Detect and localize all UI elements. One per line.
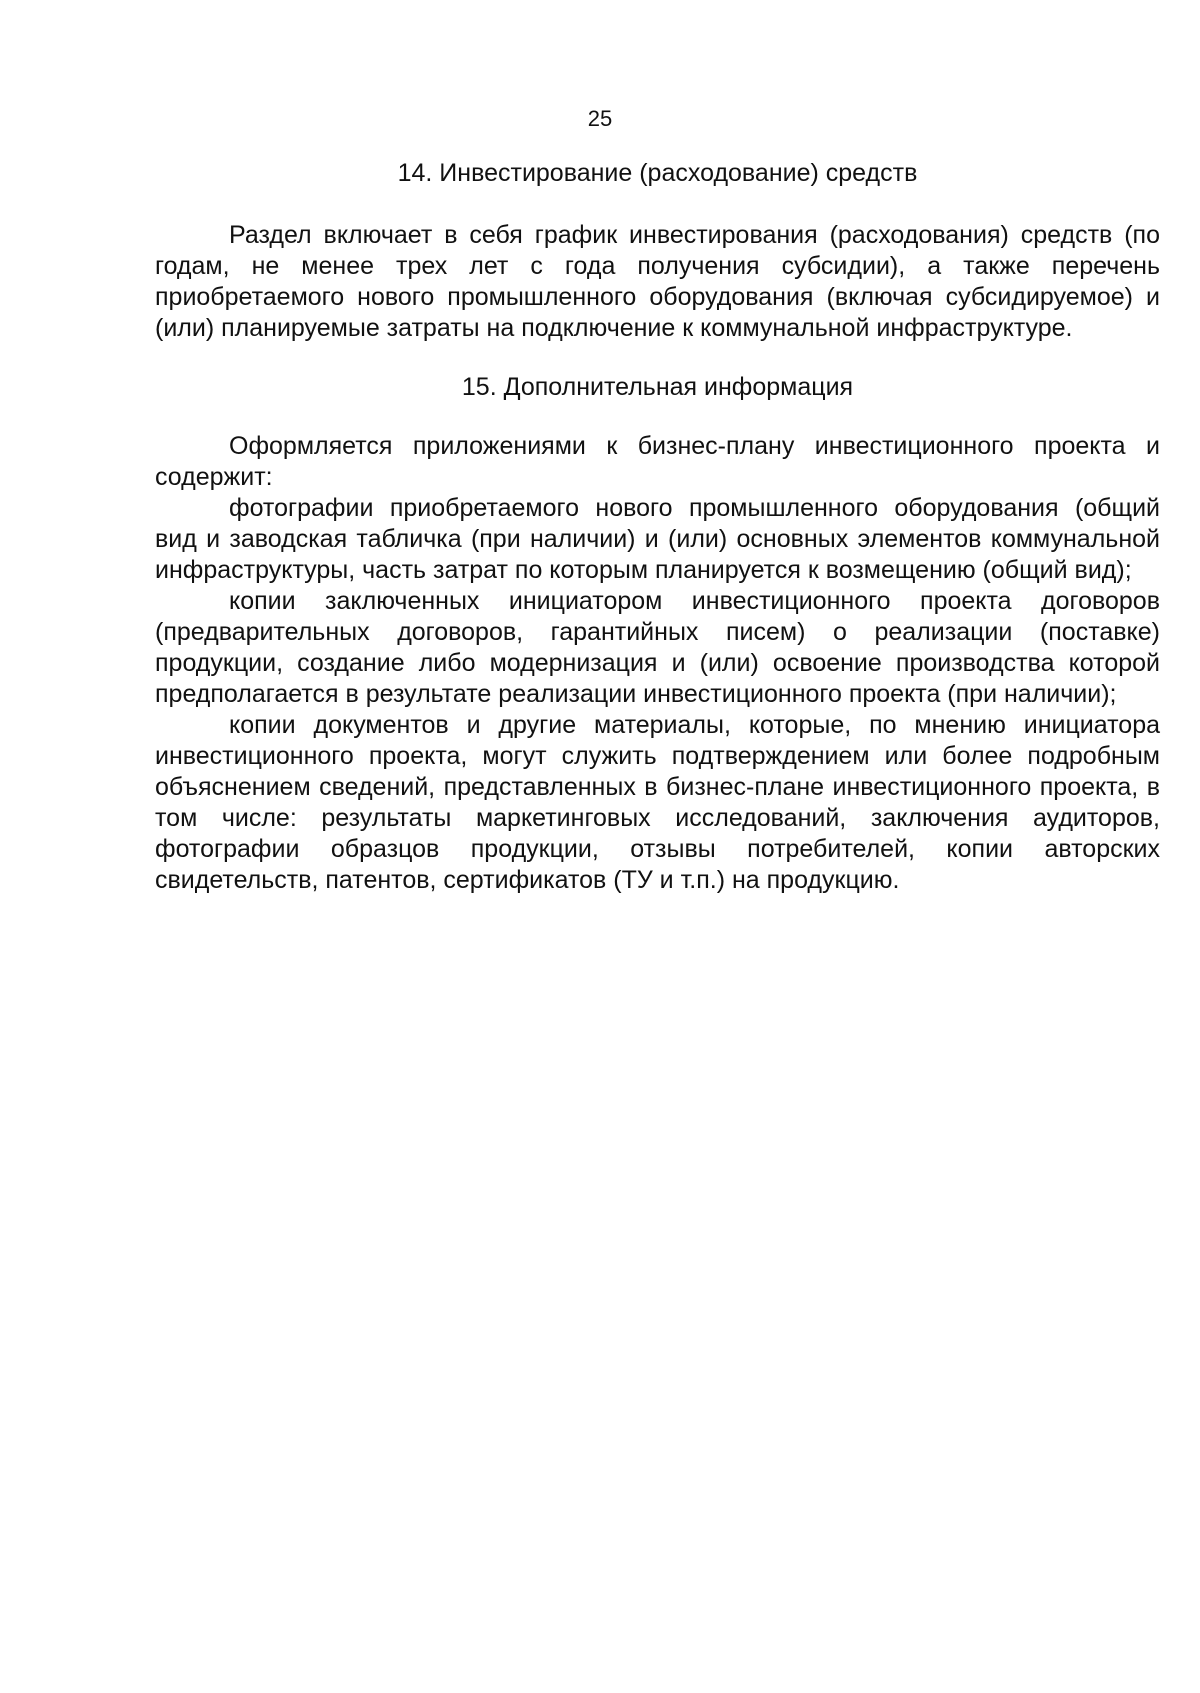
section-15-item-photos: фотографии приобретаемого нового промышленного оборудования (общий вид и заводская табличка (при наличии) и (или) основных элементов коммунальной инфраструктуры, часть затрат по которым планируется к возмещению (общий вид); [155, 494, 1160, 584]
section-15-intro: Оформляется приложениями к бизнес-плану инвестиционного проекта и содержит: [155, 432, 1160, 491]
section-15-heading: 15. Дополнительная информация [461, 373, 854, 401]
page-number: 25 [587, 106, 613, 131]
section-14-heading: 14. Инвестирование (расходование) средств [397, 159, 918, 187]
spacer [155, 403, 1160, 431]
section-15-item-documents: копии документов и другие материалы, которые, по мнению инициатора инвестиционного проекта, могут служить подтверждением или более подробным объяснением сведений, представленных в бизнес-плане инвестиционного проекта, в том числе: результаты маркетинговых исследований, заключения аудиторов, фотографии образцов продукции, отзывы потребителей, копии авторских свидетельств, патентов, сертификатов (ТУ и т.п.) на продукцию. [155, 711, 1160, 894]
spacer [155, 189, 1160, 220]
section-15-item-contracts: копии заключенных инициатором инвестиционного проекта договоров (предварительных договоров, гарантийных писем) о реализации (поставке) продукции, создание либо модернизация и (или) освоение производства которой предполагается в результате реализации инвестиционного проекта (при наличии); [155, 587, 1160, 708]
spacer [155, 344, 1160, 372]
section-14-paragraph: Раздел включает в себя график инвестирования (расходования) средств (по годам, не менее трех лет с года получения субсидии), а также перечень приобретаемого нового промышленного оборудования (включая субсидируемое) и (или) планируемые затраты на подключение к коммунальной инфраструктуре. [155, 221, 1160, 342]
document-body [155, 158, 1160, 896]
